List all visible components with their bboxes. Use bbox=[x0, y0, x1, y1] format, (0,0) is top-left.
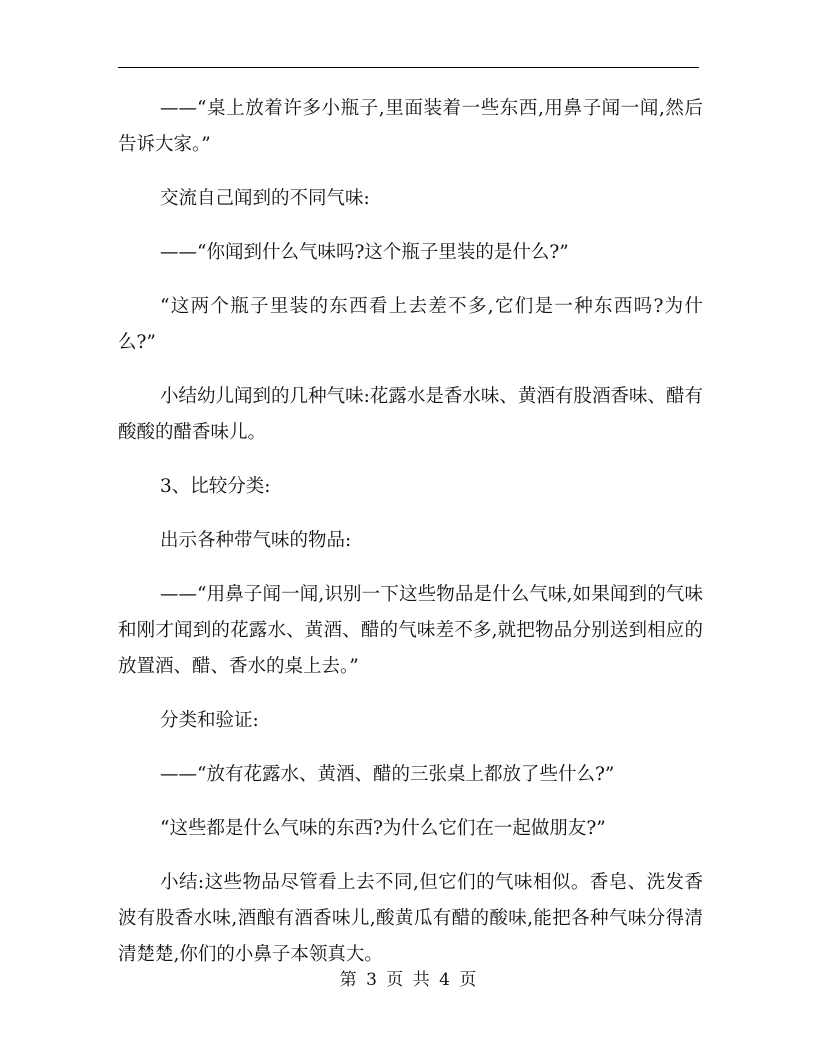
paragraph: ——“你闻到什么气味吗?这个瓶子里装的是什么?” bbox=[160, 242, 569, 263]
paragraph: 交流自己闻到的不同气味: bbox=[160, 188, 370, 209]
paragraph: “这两个瓶子里装的东西看上去差不多,它们是一种东西吗?为什么?” bbox=[118, 296, 703, 353]
paragraph: 小结:这些物品尽管看上去不同,但它们的气味相似。香皂、洗发香波有股香水味,酒酿有酒香味儿,酸黄瓜有醋的酸味,能把各种气味分得清清楚楚,你们的小鼻子本领真大。 bbox=[118, 872, 703, 965]
paragraph: “这些都是什么气味的东西?为什么它们在一起做朋友?” bbox=[160, 818, 606, 839]
paragraph: 小结幼儿闻到的几种气味:花露水是香水味、黄酒有股酒香味、醋有酸酸的醋香味儿。 bbox=[118, 386, 703, 443]
paragraph: 分类和验证: bbox=[160, 710, 259, 731]
document-body bbox=[118, 91, 703, 991]
paragraph: ——“用鼻子闻一闻,识别一下这些物品是什么气味,如果闻到的气味和刚才闻到的花露水、黄酒、醋的气味差不多,就把物品分别送到相应的放置酒、醋、香水的桌上去。” bbox=[118, 584, 703, 677]
paragraph: 出示各种带气味的物品: bbox=[160, 530, 352, 551]
paragraph: ——“桌上放着许多小瓶子,里面装着一些东西,用鼻子闻一闻,然后告诉大家。” bbox=[118, 98, 703, 155]
page-number-footer: 第 3 页 共 4 页 bbox=[339, 970, 477, 990]
paragraph: ——“放有花露水、黄酒、醋的三张桌上都放了些什么?” bbox=[160, 764, 615, 785]
header-rule bbox=[118, 67, 699, 68]
section-heading: 3、比较分类: bbox=[160, 476, 271, 497]
